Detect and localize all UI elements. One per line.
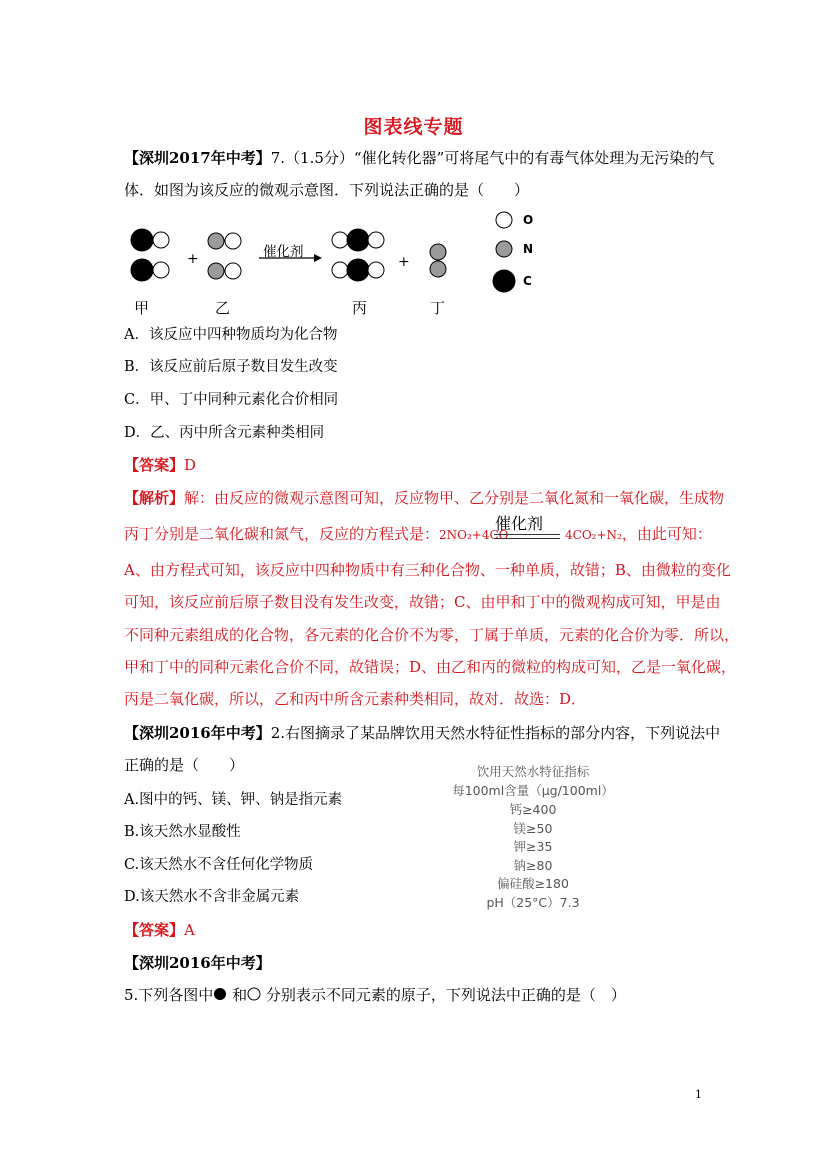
water-table-ca: 钙≥400 xyxy=(509,802,557,817)
reaction-diagram xyxy=(118,205,558,320)
question-3-tag: 【深圳2016年中考】 xyxy=(124,954,271,972)
molecule-jia-2 xyxy=(131,259,169,281)
water-table-title: 饮用天然水特征指标 xyxy=(476,764,590,779)
q1-analysis-line2-end xyxy=(565,524,712,545)
q1-analysis-line7: 丙是二氧化碳，所以，乙和丙中所含元素种类相同，故对．故选：D． xyxy=(124,690,587,708)
water-table-unit: 每100ml含量（μg/100ml） xyxy=(452,783,614,798)
legend-n-atom xyxy=(496,241,512,257)
legend-n-label: N xyxy=(523,242,534,256)
q1-option-c: C．甲、丁中同种元素化合价相同 xyxy=(124,392,339,408)
equation-right: 4CO₂+N₂ xyxy=(565,528,622,542)
equation-bar-top xyxy=(494,534,560,535)
q2-answer xyxy=(124,920,195,940)
molecule-yi-1 xyxy=(208,233,241,249)
molecule-bing-2 xyxy=(332,259,384,281)
arrow-head xyxy=(314,254,322,262)
q1-analysis-line2 xyxy=(124,524,509,545)
question-1-text: 7.（1.5分）“催化转化器”可将尾气中的有毒气体处理为无污染的气 xyxy=(270,149,715,167)
molecule-jia-1 xyxy=(131,229,169,251)
equation-left: 2NO₂+4CO xyxy=(439,528,509,542)
catalyst-label: 催化剂 xyxy=(263,244,304,260)
q1-answer-label: 【答案】 xyxy=(124,456,185,474)
molecule-yi-2 xyxy=(208,263,241,279)
q1-option-d: D．乙、丙中所含元素种类相同 xyxy=(124,425,325,441)
question-2-tag: 【深圳2016年中考】 xyxy=(124,724,271,742)
q1-answer xyxy=(124,455,196,475)
page-number: 1 xyxy=(695,1088,702,1101)
q1-analysis-text1: 解：由反应的微观示意图可知，反应物甲、乙分别是二氧化氮和一氧化碳，生成物 xyxy=(184,489,725,507)
question-2-stem-line1 xyxy=(124,723,720,743)
question-1-stem-line2: 体．如图为该反应的微观示意图．下列说法正确的是（ ） xyxy=(124,181,530,199)
black-atom-icon xyxy=(213,987,227,1001)
question-1-tag: 【深圳2017年中考】 xyxy=(124,149,271,167)
question-3-stem xyxy=(124,985,626,1005)
question-3-text-c: 分别表示不同元素的原子，下列说法中正确的是（ ） xyxy=(265,986,626,1004)
water-table-na: 钠≥80 xyxy=(513,858,553,873)
equation-bar-bottom xyxy=(494,538,560,539)
q1-analysis-label: 【解析】 xyxy=(124,489,185,507)
label-ding: 丁 xyxy=(430,299,446,317)
legend-o-atom xyxy=(496,212,512,228)
q2-answer-value: A xyxy=(184,921,195,939)
label-bing: 丙 xyxy=(352,299,368,317)
q2-option-b: B.该天然水显酸性 xyxy=(124,824,241,840)
q1-analysis-line5: 不同种元素组成的化合物，各元素的化合价不为零，丁属于单质，元素的化合价为零．所以， xyxy=(124,626,740,644)
water-table-k: 钾≥35 xyxy=(513,839,553,854)
water-table-mg: 镁≥50 xyxy=(513,821,553,836)
white-atom-icon xyxy=(247,987,261,1001)
q2-option-a: A.图中的钙、镁、钾、钠是指元素 xyxy=(124,792,343,808)
legend-c-label: C xyxy=(523,274,532,288)
legend-o-label: O xyxy=(523,213,534,227)
question-2-stem-line2: 正确的是（ ） xyxy=(124,756,245,774)
water-table-ph: pH（25°C）7.3 xyxy=(486,895,580,910)
q1-analysis-line3: A、由方程式可知，该反应中四种物质中有三种化合物、一种单质，故错；B、由微粒的变化 xyxy=(124,561,731,579)
question-3-text-b: 和 xyxy=(232,986,248,1004)
molecule-ding xyxy=(430,244,446,277)
plus-sign-1: + xyxy=(187,251,199,267)
question-3-text-a: 5.下列各图中 xyxy=(124,986,214,1004)
plus-sign-2: + xyxy=(398,254,410,270)
q2-answer-label: 【答案】 xyxy=(124,921,185,939)
question-2-text: 2.右图摘录了某品牌饮用天然水特征性指标的部分内容，下列说法中 xyxy=(270,724,721,742)
q1-answer-value: D xyxy=(184,456,197,474)
equation-catalyst: 催化剂 xyxy=(495,514,544,533)
q1-option-b: B．该反应前后原子数目发生改变 xyxy=(124,359,338,375)
q1-analysis-text2a: 丙丁分别是二氧化碳和氮气，反应的方程式是： xyxy=(124,525,440,543)
q2-option-c: C.该天然水不含任何化学物质 xyxy=(124,857,314,873)
q1-analysis-line1 xyxy=(124,488,724,508)
legend-c-atom xyxy=(493,270,515,292)
q1-analysis-line4: 可知，该反应前后原子数目没有发生改变，故错；C、由甲和丁中的微观构成可知，甲是由 xyxy=(124,593,721,611)
page-title: 图表线专题 xyxy=(363,116,464,138)
q1-option-a: A．该反应中四种物质均为化合物 xyxy=(124,327,338,343)
label-yi: 乙 xyxy=(215,299,231,317)
label-jia: 甲 xyxy=(134,299,150,317)
question-1-stem-line1 xyxy=(124,148,714,168)
water-table-silicic: 偏硅酸≥180 xyxy=(497,876,569,891)
q1-analysis-text2b: ，由此可知： xyxy=(621,525,712,543)
molecule-bing-1 xyxy=(332,229,384,251)
q1-analysis-line6: 甲和丁中的同种元素化合价不同，故错误；D、由乙和丙的微粒的构成可知，乙是一氧化碳， xyxy=(124,658,737,676)
q2-option-d: D.该天然水不含非金属元素 xyxy=(124,889,300,905)
